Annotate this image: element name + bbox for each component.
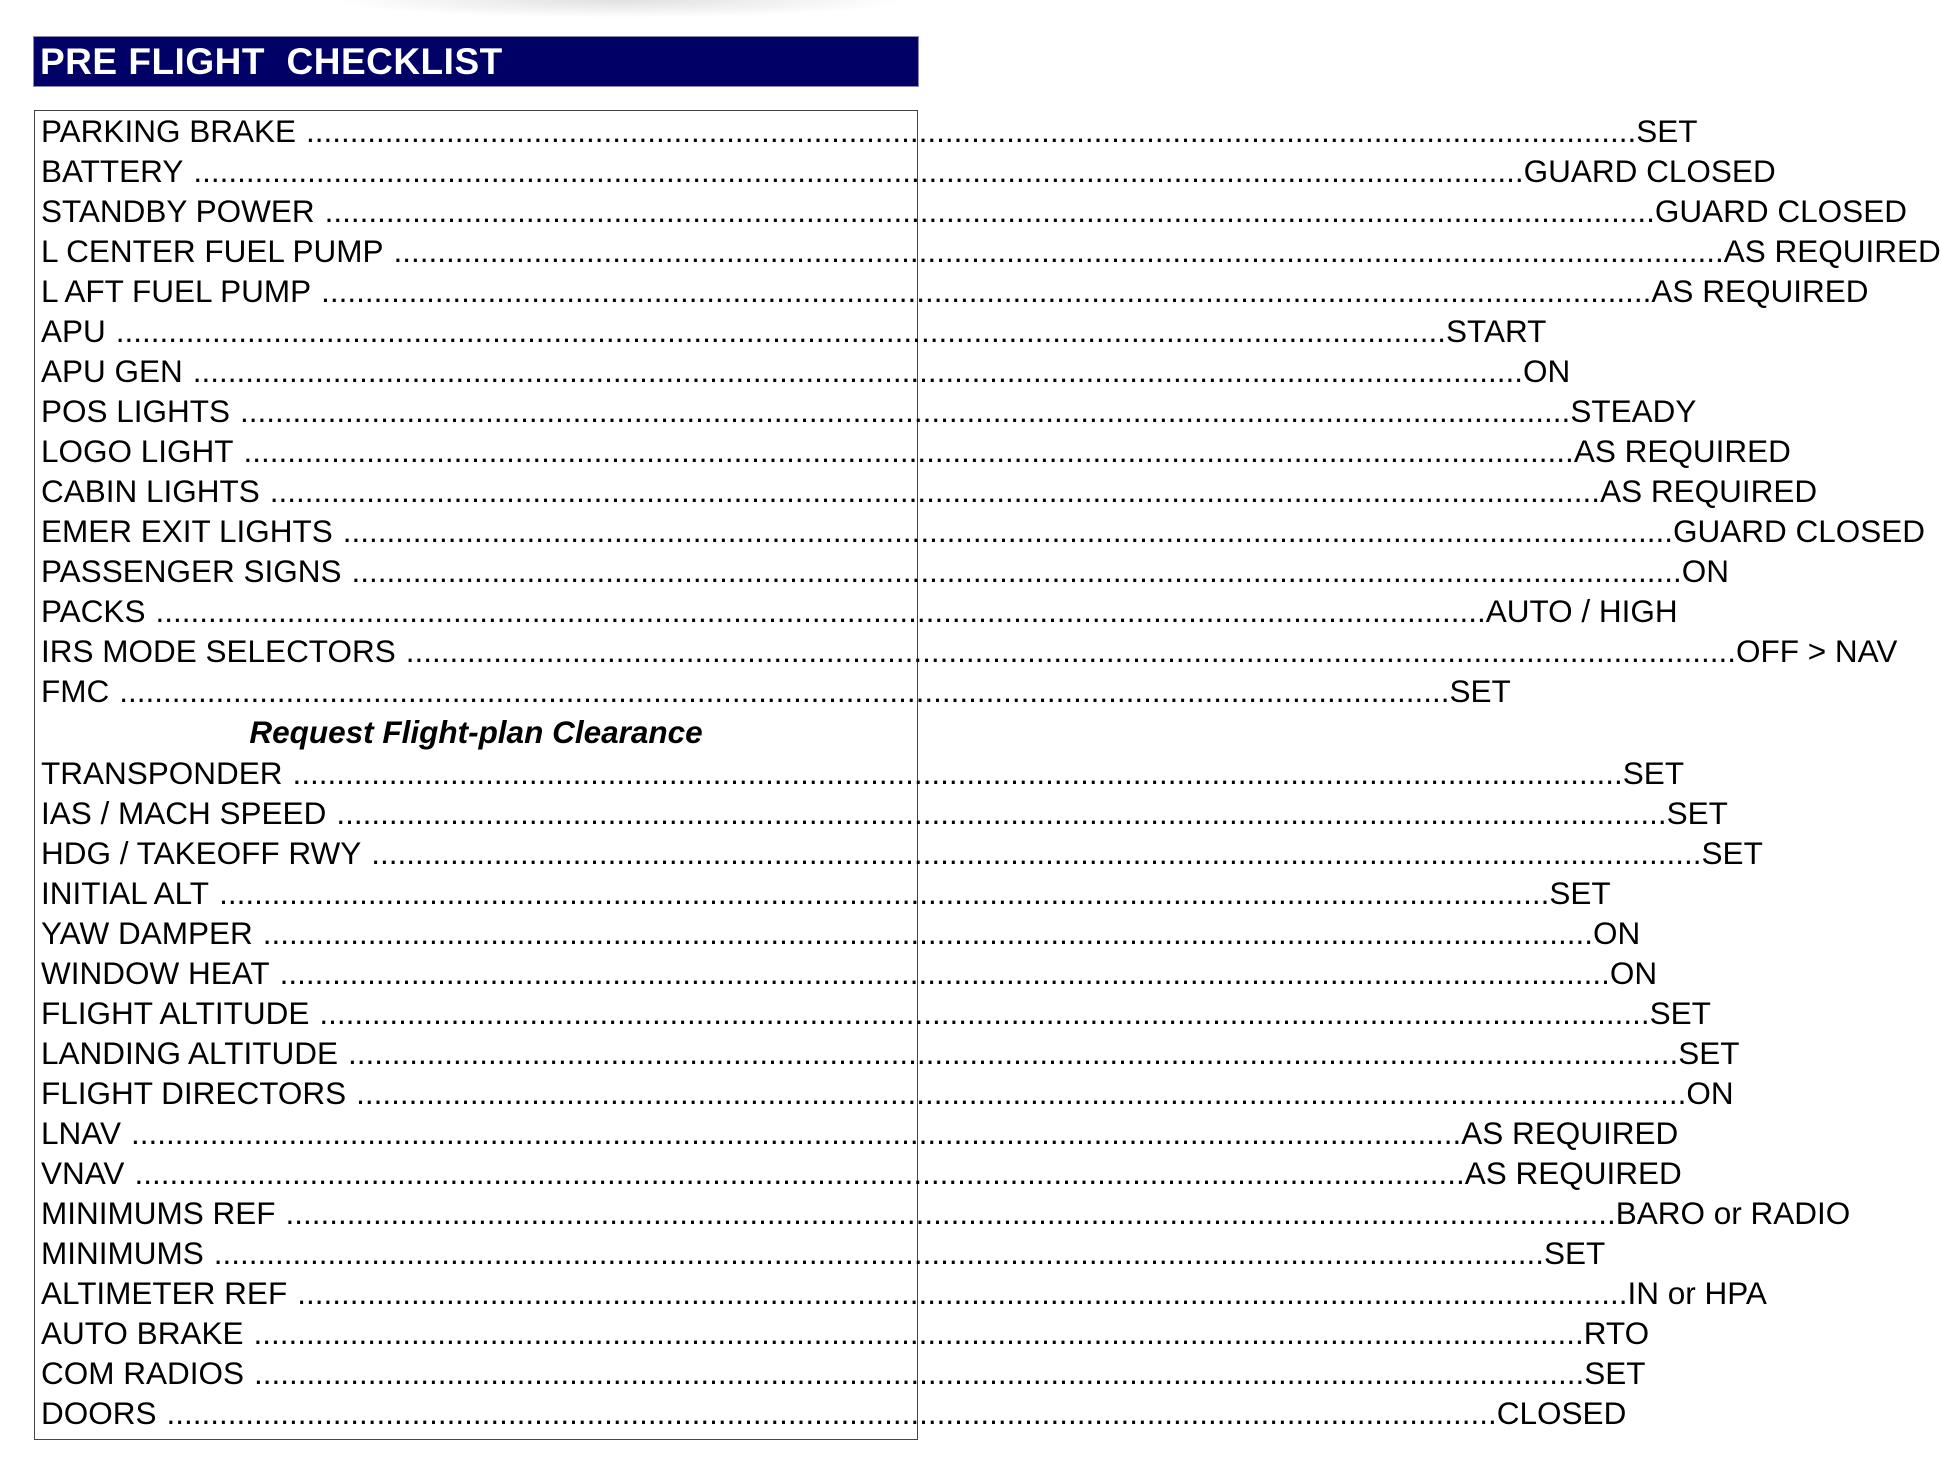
checklist-action: SET [1622, 755, 1685, 791]
checklist-item: LOGO LIGHT [41, 433, 234, 469]
checklist-row [41, 875, 1611, 915]
checklist-item: APU GEN [41, 353, 183, 389]
page-title: PRE FLIGHT CHECKLIST [33, 36, 919, 87]
checklist-item: FMC [41, 673, 110, 709]
dot-leader: ........................................................................................................................................................ [279, 955, 1610, 991]
dot-leader: ........................................................................................................................................................ [305, 113, 1637, 149]
checklist-box [34, 110, 1941, 1440]
dot-leader: ........................................................................................................................................................ [405, 633, 1737, 669]
dot-leader: ........................................................................................................................................................ [240, 393, 1571, 429]
checklist-row [41, 1075, 1734, 1115]
checklist-action: ON [1609, 955, 1658, 991]
checklist-action: BARO or RADIO [1615, 1195, 1851, 1231]
dot-leader: ........................................................................................................................................................ [219, 875, 1550, 911]
checklist-item: PASSENGER SIGNS [41, 553, 342, 589]
checklist-row [41, 193, 1907, 233]
checklist-item: PARKING BRAKE [41, 113, 296, 149]
checklist-item: ALTIMETER REF [41, 1275, 288, 1311]
checklist-action: SET [1649, 995, 1711, 1031]
checklist-action: AUTO / HIGH [1485, 593, 1678, 629]
dot-leader: ........................................................................................................................................................ [347, 1035, 1679, 1071]
dot-leader: ........................................................................................................................................................ [285, 1195, 1616, 1231]
checklist-action: ON [1681, 553, 1730, 589]
checklist-item: LANDING ALTITUDE [41, 1035, 338, 1071]
dot-leader: ........................................................................................................................................................ [393, 233, 1724, 269]
checklist-item: CABIN LIGHTS [41, 473, 260, 509]
checklist-action: AS REQUIRED [1723, 233, 1941, 269]
dot-leader: ........................................................................................................................................................ [269, 473, 1601, 509]
dot-leader: ........................................................................................................................................................ [356, 1075, 1687, 1111]
dot-leader: ........................................................................................................................................................ [262, 915, 1594, 951]
checklist-action: SET [1666, 795, 1728, 831]
dot-leader: ........................................................................................................................................................ [115, 313, 1447, 349]
checklist-item: PACKS [41, 593, 146, 629]
checklist-item: IAS / MACH SPEED [41, 795, 327, 831]
checklist-item: DOORS [41, 1395, 157, 1431]
checklist-action: AS REQUIRED [1461, 1115, 1679, 1151]
checklist-row [41, 1155, 1682, 1195]
checklist-item: YAW DAMPER [41, 915, 253, 951]
checklist-action: GUARD CLOSED [1523, 153, 1776, 189]
checklist-row [41, 473, 1818, 513]
checklist-action: AS REQUIRED [1573, 433, 1791, 469]
checklist-item: STANDBY POWER [41, 193, 315, 229]
checklist-row [41, 393, 1697, 433]
checklist-row [41, 1395, 1627, 1435]
dot-leader: ........................................................................................................................................................ [155, 593, 1486, 629]
dot-leader: ........................................................................................................................................................ [371, 835, 1702, 871]
dot-leader: ........................................................................................................................................................ [253, 1315, 1584, 1351]
checklist-action: IN or HPA [1627, 1275, 1767, 1311]
checklist-item: INITIAL ALT [41, 875, 210, 911]
checklist-row [41, 513, 1926, 553]
checklist-row [41, 1235, 1606, 1275]
checklist-item: EMER EXIT LIGHTS [41, 513, 333, 549]
checklist-action: AS REQUIRED [1651, 273, 1869, 309]
checklist-item: LNAV [41, 1115, 121, 1151]
checklist-row [41, 593, 1678, 633]
dot-leader: ........................................................................................................................................................ [297, 1275, 1628, 1311]
dot-leader: ........................................................................................................................................................ [319, 995, 1650, 1031]
checklist-row [41, 153, 1776, 193]
checklist-action: SET [1636, 113, 1698, 149]
dot-leader: ........................................................................................................................................................ [336, 795, 1667, 831]
dot-leader: ........................................................................................................................................................ [134, 1155, 1465, 1191]
checklist-row [41, 795, 1728, 835]
checklist-row [41, 1035, 1740, 1075]
checklist-row [41, 955, 1658, 995]
checklist-action: SET [1584, 1355, 1646, 1391]
checklist-action: START [1446, 313, 1547, 349]
checklist-row [41, 553, 1730, 593]
dot-leader: ........................................................................................................................................................ [342, 513, 1673, 549]
checklist-row [41, 1275, 1767, 1315]
checklist-row [41, 313, 1547, 353]
checklist-action: SET [1678, 1035, 1740, 1071]
checklist-row [41, 273, 1869, 313]
dot-leader: ........................................................................................................................................................ [351, 553, 1682, 589]
checklist-item: AUTO BRAKE [41, 1315, 244, 1351]
dot-leader: ........................................................................................................................................................ [324, 193, 1655, 229]
checklist-row [41, 915, 1641, 955]
dot-leader: ........................................................................................................................................................ [192, 353, 1524, 389]
dot-leader: ........................................................................................................................................................ [243, 433, 1574, 469]
checklist-action: SET [1449, 673, 1511, 709]
checklist-row [41, 1115, 1679, 1155]
checklist-action: SET [1701, 835, 1763, 871]
checklist-item: L CENTER FUEL PUMP [41, 233, 384, 269]
checklist-row [41, 1315, 1650, 1355]
dot-leader: ........................................................................................................................................................ [213, 1235, 1544, 1271]
checklist-row [41, 995, 1711, 1035]
dot-leader: ........................................................................................................................................................ [193, 153, 1524, 189]
checklist-action: ON [1686, 1075, 1734, 1111]
checklist-item: FLIGHT ALTITUDE [41, 995, 310, 1031]
checklist-action: STEADY [1570, 393, 1697, 429]
checklist-row [41, 353, 1571, 393]
checklist-item: APU [41, 313, 106, 349]
checklist-row [41, 233, 1941, 273]
checklist-action: GUARD CLOSED [1654, 193, 1907, 229]
dot-leader: ........................................................................................................................................................ [166, 1395, 1497, 1431]
checklist-item: FLIGHT DIRECTORS [41, 1075, 347, 1111]
checklist-action: RTO [1583, 1315, 1650, 1351]
checklist-item: TRANSPONDER [41, 755, 283, 791]
checklist-item: L AFT FUEL PUMP [41, 273, 312, 309]
checklist-row [41, 1195, 1851, 1235]
checklist-action: AS REQUIRED [1464, 1155, 1682, 1191]
checklist-row [41, 835, 1763, 875]
checklist-action: ON [1523, 353, 1571, 389]
checklist-item: COM RADIOS [41, 1355, 245, 1391]
checklist-item: VNAV [41, 1155, 125, 1191]
checklist-item: BATTERY [41, 153, 184, 189]
checklist-action: ON [1593, 915, 1641, 951]
dot-leader: ........................................................................................................................................................ [119, 673, 1450, 709]
checklist-action: SET [1549, 875, 1611, 911]
checklist-item: WINDOW HEAT [41, 955, 270, 991]
checklist-action: AS REQUIRED [1600, 473, 1818, 509]
checklist-row [41, 755, 1685, 795]
dot-leader: ........................................................................................................................................................ [130, 1115, 1462, 1151]
checklist-row [41, 433, 1791, 473]
checklist-action: CLOSED [1496, 1395, 1627, 1431]
dot-leader: ........................................................................................................................................................ [292, 755, 1623, 791]
section-note: Request Flight-plan Clearance [249, 714, 703, 750]
checklist-row [41, 673, 1511, 713]
checklist-action: GUARD CLOSED [1673, 513, 1926, 549]
dot-leader: ........................................................................................................................................................ [321, 273, 1652, 309]
checklist-item: MINIMUMS [41, 1235, 204, 1271]
checklist-action: SET [1544, 1235, 1606, 1271]
checklist-item: IRS MODE SELECTORS [41, 633, 396, 669]
checklist-row [41, 633, 1898, 673]
checklist-item: POS LIGHTS [41, 393, 231, 429]
checklist-row [41, 1355, 1646, 1395]
top-shadow [330, 0, 910, 18]
dot-leader: ........................................................................................................................................................ [254, 1355, 1585, 1391]
checklist-action: OFF > NAV [1736, 633, 1898, 669]
checklist-item: MINIMUMS REF [41, 1195, 276, 1231]
checklist-row [41, 113, 1698, 153]
checklist-item: HDG / TAKEOFF RWY [41, 835, 362, 871]
